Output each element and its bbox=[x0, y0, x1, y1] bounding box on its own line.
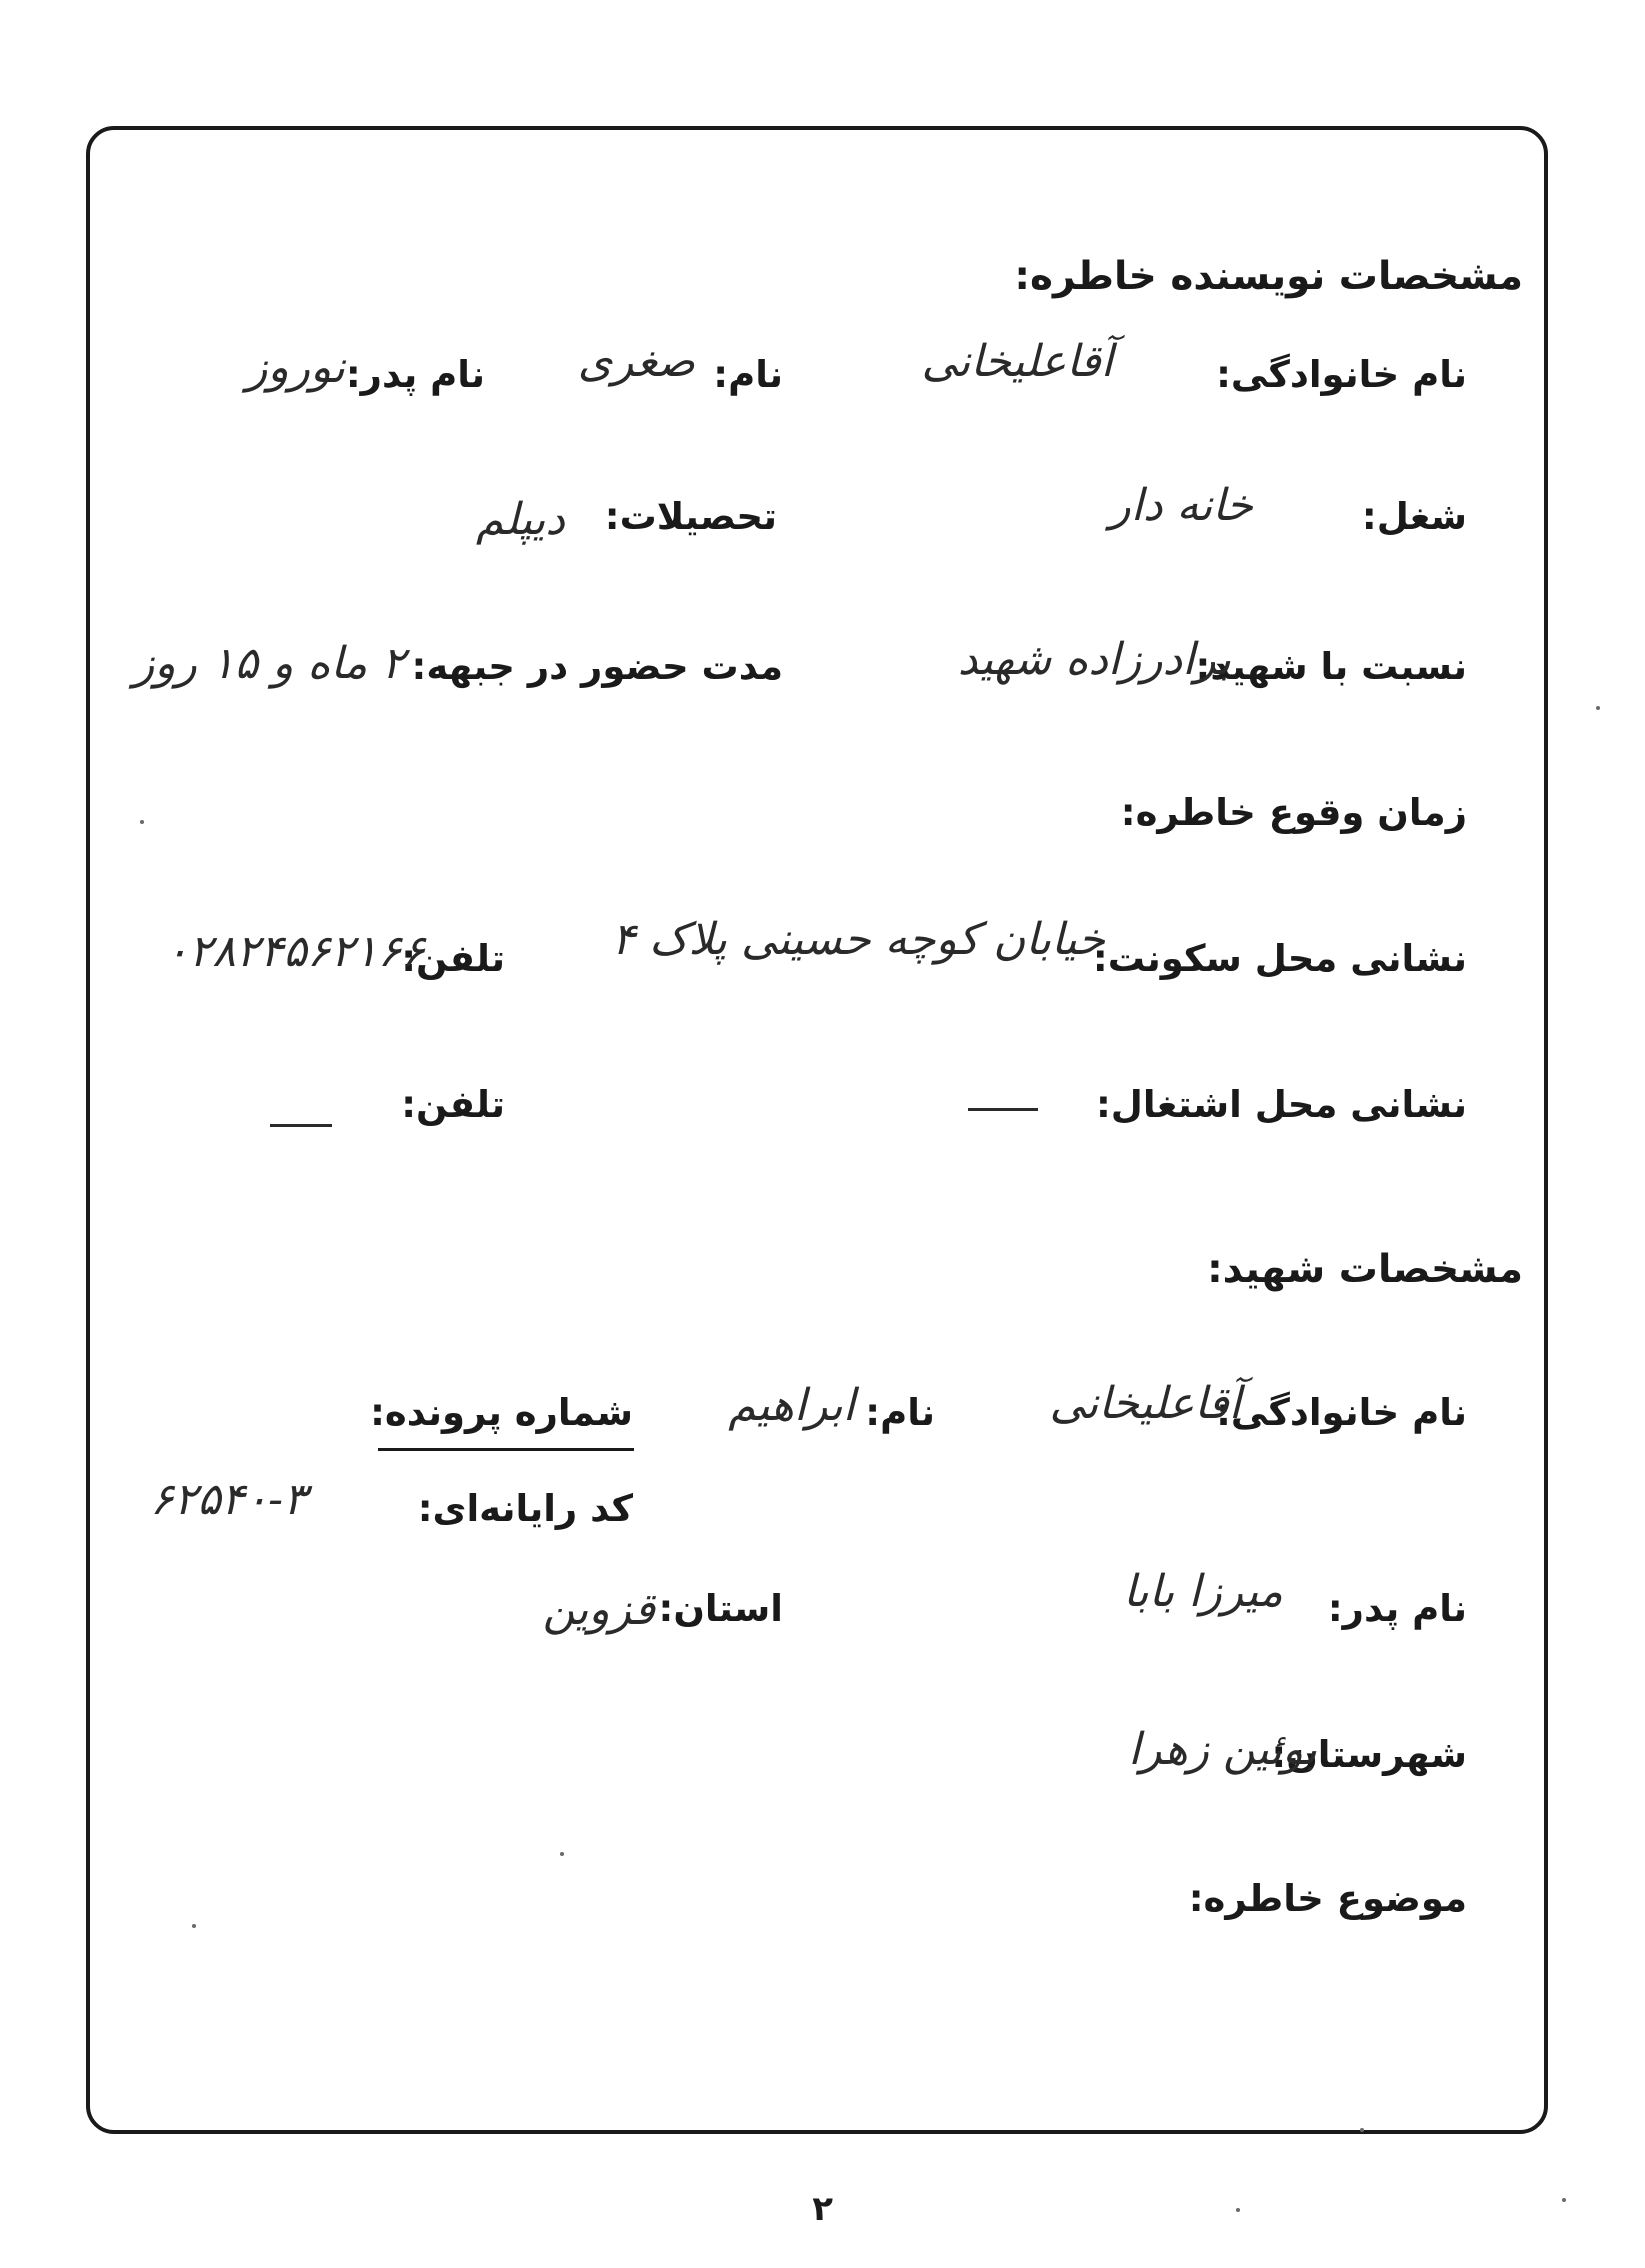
author-last-name-label: نام خانوادگی: bbox=[1216, 353, 1467, 396]
form-border bbox=[86, 126, 1548, 2134]
file-number-label: شماره پرونده: bbox=[370, 1391, 633, 1434]
scan-speck bbox=[1562, 2198, 1566, 2202]
author-relation-label: نسبت با شهید: bbox=[1195, 645, 1467, 688]
author-relation-value: برادرزاده شهید bbox=[957, 634, 1231, 685]
home-phone-value: ۰۲۸۲۴۵۶۲۱۶۶ bbox=[165, 926, 425, 977]
page-number: ۲ bbox=[812, 2189, 833, 2229]
martyr-father-value: میرزا بابا bbox=[1123, 1566, 1283, 1617]
martyr-first-name-label: نام: bbox=[865, 1391, 935, 1434]
author-section-heading: مشخصات نویسنده خاطره: bbox=[1014, 254, 1523, 299]
martyr-section-heading: مشخصات شهید: bbox=[1207, 1247, 1523, 1292]
martyr-last-name-label: نام خانوادگی: bbox=[1216, 1391, 1467, 1434]
author-front-duration-value: ۲ ماه و ۱۵ روز bbox=[133, 638, 405, 689]
author-father-label: نام پدر: bbox=[345, 353, 485, 396]
author-last-name-value: آقاعلیخانی bbox=[921, 336, 1113, 387]
computer-code-value: ۶۲۵۴۰-۳ bbox=[150, 1474, 307, 1525]
author-job-value: خانه دار bbox=[1109, 480, 1253, 531]
home-address-value: خیابان کوچه حسینی پلاک ۴ bbox=[611, 914, 1105, 965]
work-phone-label: تلفن: bbox=[401, 1083, 505, 1126]
author-job-label: شغل: bbox=[1361, 495, 1467, 538]
author-first-name-value: صغری bbox=[577, 336, 695, 387]
author-first-name-label: نام: bbox=[713, 353, 783, 396]
work-address-label: نشانی محل اشتغال: bbox=[1096, 1083, 1467, 1126]
city-label: شهرستان: bbox=[1271, 1733, 1467, 1776]
scan-speck bbox=[560, 1852, 564, 1856]
scan-speck bbox=[192, 1924, 196, 1928]
province-value: قزوین bbox=[542, 1584, 655, 1635]
author-education-value: دیپلم bbox=[476, 494, 565, 545]
author-education-label: تحصیلات: bbox=[604, 495, 777, 538]
author-front-duration-label: مدت حضور در جبهه: bbox=[411, 645, 783, 688]
memory-topic-label: موضوع خاطره: bbox=[1188, 1877, 1467, 1920]
home-phone-label: تلفن: bbox=[401, 937, 505, 980]
home-address-label: نشانی محل سکونت: bbox=[1092, 937, 1467, 980]
province-label: استان: bbox=[658, 1587, 783, 1630]
computer-code-label: کد رایانه‌ای: bbox=[417, 1487, 633, 1530]
file-number-underline bbox=[378, 1448, 634, 1451]
scan-speck bbox=[1596, 706, 1600, 710]
scan-speck bbox=[1236, 2208, 1240, 2212]
author-father-value: نوروز bbox=[246, 342, 345, 393]
work-address-dash bbox=[968, 1108, 1038, 1111]
city-value: بوئین زهرا bbox=[1128, 1724, 1317, 1775]
work-phone-dash bbox=[270, 1124, 332, 1127]
martyr-first-name-value: ابراهیم bbox=[728, 1380, 855, 1431]
scan-speck bbox=[1360, 2128, 1364, 2132]
martyr-father-label: نام پدر: bbox=[1327, 1587, 1467, 1630]
martyr-last-name-value: آقاعلیخانی bbox=[1049, 1378, 1241, 1429]
memory-time-label: زمان وقوع خاطره: bbox=[1120, 791, 1467, 834]
scan-speck bbox=[140, 820, 144, 824]
